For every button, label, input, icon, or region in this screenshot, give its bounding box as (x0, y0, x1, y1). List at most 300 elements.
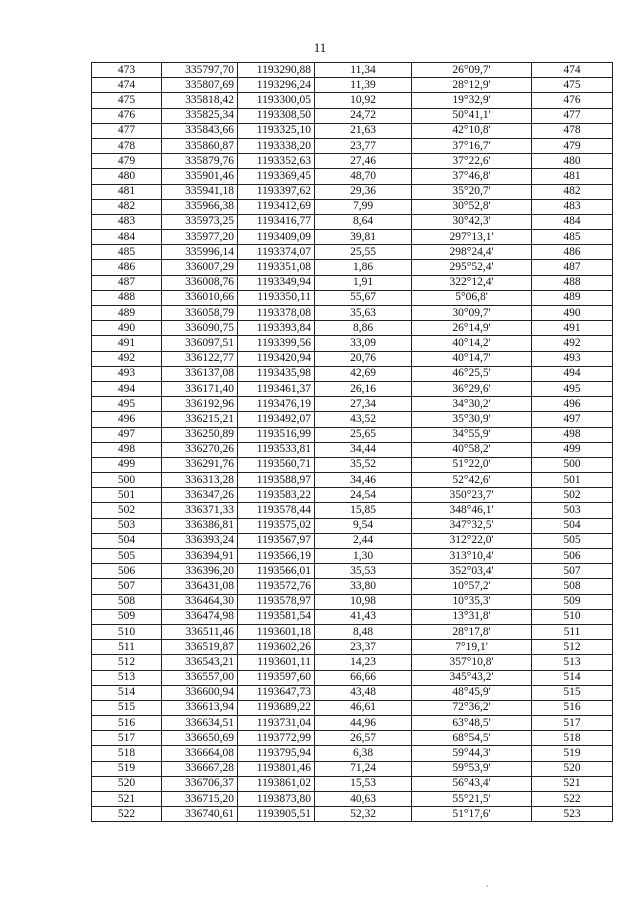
next-point-number-cell: 493 (532, 351, 613, 366)
point-number-cell: 502 (92, 503, 162, 518)
direction-angle-cell: 350°23,7' (412, 488, 532, 503)
direction-angle-cell: 51°22,0' (412, 457, 532, 472)
direction-angle-cell: 28°12,9' (412, 78, 532, 93)
point-number-cell: 508 (92, 594, 162, 609)
direction-angle-cell: 10°57,2' (412, 579, 532, 594)
point-number-cell: 495 (92, 397, 162, 412)
x-coordinate-cell: 336010,66 (162, 290, 238, 305)
next-point-number-cell: 482 (532, 184, 613, 199)
next-point-number-cell: 500 (532, 457, 613, 472)
point-number-cell: 515 (92, 700, 162, 715)
table-row (92, 685, 613, 700)
direction-angle-cell: 34°55,9' (412, 427, 532, 442)
x-coordinate-cell: 335901,46 (162, 169, 238, 184)
table-row (92, 184, 613, 199)
x-coordinate-cell: 336464,30 (162, 594, 238, 609)
table-row (92, 245, 613, 260)
next-point-number-cell: 480 (532, 154, 613, 169)
point-number-cell: 483 (92, 214, 162, 229)
direction-angle-cell: 40°58,2' (412, 442, 532, 457)
y-coordinate-cell: 1193416,77 (238, 214, 315, 229)
point-number-cell: 505 (92, 549, 162, 564)
direction-angle-cell: 348°46,1' (412, 503, 532, 518)
point-number-cell: 521 (92, 792, 162, 807)
table-row (92, 609, 613, 624)
y-coordinate-cell: 1193795,94 (238, 746, 315, 761)
x-coordinate-cell: 336543,21 (162, 655, 238, 670)
y-coordinate-cell: 1193325,10 (238, 123, 315, 138)
segment-length-cell: 66,66 (315, 670, 412, 685)
next-point-number-cell: 510 (532, 609, 613, 624)
table-row (92, 640, 613, 655)
y-coordinate-cell: 1193566,19 (238, 549, 315, 564)
point-number-cell: 489 (92, 306, 162, 321)
x-coordinate-cell: 336090,75 (162, 321, 238, 336)
segment-length-cell: 41,43 (315, 609, 412, 624)
y-coordinate-cell: 1193873,80 (238, 792, 315, 807)
y-coordinate-cell: 1193378,08 (238, 306, 315, 321)
next-point-number-cell: 486 (532, 245, 613, 260)
x-coordinate-cell: 336313,28 (162, 473, 238, 488)
y-coordinate-cell: 1193350,11 (238, 290, 315, 305)
point-number-cell: 522 (92, 807, 162, 822)
segment-length-cell: 11,34 (315, 63, 412, 78)
point-number-cell: 474 (92, 78, 162, 93)
x-coordinate-cell: 336431,08 (162, 579, 238, 594)
table-row (92, 199, 613, 214)
point-number-cell: 517 (92, 731, 162, 746)
direction-angle-cell: 28°17,8' (412, 624, 532, 639)
point-number-cell: 496 (92, 412, 162, 427)
segment-length-cell: 35,53 (315, 564, 412, 579)
y-coordinate-cell: 1193476,19 (238, 397, 315, 412)
x-coordinate-cell: 336347,26 (162, 488, 238, 503)
segment-length-cell: 7,99 (315, 199, 412, 214)
point-number-cell: 478 (92, 138, 162, 153)
table-row (92, 169, 613, 184)
y-coordinate-cell: 1193601,18 (238, 624, 315, 639)
direction-angle-cell: 30°52,8' (412, 199, 532, 214)
y-coordinate-cell: 1193575,02 (238, 518, 315, 533)
table-row (92, 731, 613, 746)
x-coordinate-cell: 336667,28 (162, 761, 238, 776)
segment-length-cell: 9,54 (315, 518, 412, 533)
y-coordinate-cell: 1193351,08 (238, 260, 315, 275)
next-point-number-cell: 517 (532, 716, 613, 731)
point-number-cell: 493 (92, 366, 162, 381)
direction-angle-cell: 30°09,7' (412, 306, 532, 321)
segment-length-cell: 48,70 (315, 169, 412, 184)
table-row (92, 442, 613, 457)
table-row (92, 306, 613, 321)
point-number-cell: 516 (92, 716, 162, 731)
point-number-cell: 520 (92, 776, 162, 791)
x-coordinate-cell: 336215,21 (162, 412, 238, 427)
next-point-number-cell: 474 (532, 63, 613, 78)
direction-angle-cell: 40°14,7' (412, 351, 532, 366)
segment-length-cell: 8,64 (315, 214, 412, 229)
segment-length-cell: 8,86 (315, 321, 412, 336)
table-row (92, 260, 613, 275)
table-row (92, 381, 613, 396)
direction-angle-cell: 298°24,4' (412, 245, 532, 260)
segment-length-cell: 33,80 (315, 579, 412, 594)
next-point-number-cell: 516 (532, 700, 613, 715)
y-coordinate-cell: 1193566,01 (238, 564, 315, 579)
x-coordinate-cell: 336613,94 (162, 700, 238, 715)
segment-length-cell: 27,34 (315, 397, 412, 412)
next-point-number-cell: 502 (532, 488, 613, 503)
table-row (92, 138, 613, 153)
x-coordinate-cell: 336511,46 (162, 624, 238, 639)
x-coordinate-cell: 336715,20 (162, 792, 238, 807)
table-row (92, 321, 613, 336)
direction-angle-cell: 72°36,2' (412, 700, 532, 715)
next-point-number-cell: 504 (532, 518, 613, 533)
next-point-number-cell: 496 (532, 397, 613, 412)
y-coordinate-cell: 1193578,44 (238, 503, 315, 518)
direction-angle-cell: 48°45,9' (412, 685, 532, 700)
y-coordinate-cell: 1193435,98 (238, 366, 315, 381)
direction-angle-cell: 347°32,5' (412, 518, 532, 533)
direction-angle-cell: 40°14,2' (412, 336, 532, 351)
segment-length-cell: 1,91 (315, 275, 412, 290)
segment-length-cell: 27,46 (315, 154, 412, 169)
next-point-number-cell: 521 (532, 776, 613, 791)
direction-angle-cell: 42°10,8' (412, 123, 532, 138)
direction-angle-cell: 322°12,4' (412, 275, 532, 290)
segment-length-cell: 10,92 (315, 93, 412, 108)
point-number-cell: 519 (92, 761, 162, 776)
y-coordinate-cell: 1193412,69 (238, 199, 315, 214)
y-coordinate-cell: 1193349,94 (238, 275, 315, 290)
segment-length-cell: 14,23 (315, 655, 412, 670)
table-row (92, 716, 613, 731)
direction-angle-cell: 297°13,1' (412, 230, 532, 245)
point-number-cell: 488 (92, 290, 162, 305)
table-row (92, 230, 613, 245)
direction-angle-cell: 55°21,5' (412, 792, 532, 807)
segment-length-cell: 35,63 (315, 306, 412, 321)
y-coordinate-cell: 1193581,54 (238, 609, 315, 624)
point-number-cell: 486 (92, 260, 162, 275)
next-point-number-cell: 514 (532, 670, 613, 685)
x-coordinate-cell: 336058,79 (162, 306, 238, 321)
direction-angle-cell: 37°16,7' (412, 138, 532, 153)
next-point-number-cell: 492 (532, 336, 613, 351)
table-row (92, 700, 613, 715)
x-coordinate-cell: 335843,66 (162, 123, 238, 138)
direction-angle-cell: 35°20,7' (412, 184, 532, 199)
x-coordinate-cell: 336600,94 (162, 685, 238, 700)
table-row (92, 366, 613, 381)
next-point-number-cell: 499 (532, 442, 613, 457)
y-coordinate-cell: 1193409,09 (238, 230, 315, 245)
point-number-cell: 500 (92, 473, 162, 488)
segment-length-cell: 55,67 (315, 290, 412, 305)
y-coordinate-cell: 1193567,97 (238, 533, 315, 548)
y-coordinate-cell: 1193601,11 (238, 655, 315, 670)
x-coordinate-cell: 335860,87 (162, 138, 238, 153)
y-coordinate-cell: 1193689,22 (238, 700, 315, 715)
point-number-cell: 506 (92, 564, 162, 579)
segment-length-cell: 33,09 (315, 336, 412, 351)
table-row (92, 579, 613, 594)
x-coordinate-cell: 336250,89 (162, 427, 238, 442)
x-coordinate-cell: 335825,34 (162, 108, 238, 123)
segment-length-cell: 40,63 (315, 792, 412, 807)
x-coordinate-cell: 336474,98 (162, 609, 238, 624)
next-point-number-cell: 515 (532, 685, 613, 700)
direction-angle-cell: 52°42,6' (412, 473, 532, 488)
direction-angle-cell: 352°03,4' (412, 564, 532, 579)
x-coordinate-cell: 336270,26 (162, 442, 238, 457)
table-row (92, 549, 613, 564)
y-coordinate-cell: 1193602,26 (238, 640, 315, 655)
direction-angle-cell: 19°32,9' (412, 93, 532, 108)
y-coordinate-cell: 1193516,99 (238, 427, 315, 442)
table-row (92, 123, 613, 138)
table-row (92, 655, 613, 670)
direction-angle-cell: 68°54,5' (412, 731, 532, 746)
point-number-cell: 482 (92, 199, 162, 214)
point-number-cell: 477 (92, 123, 162, 138)
table-row (92, 397, 613, 412)
point-number-cell: 514 (92, 685, 162, 700)
y-coordinate-cell: 1193369,45 (238, 169, 315, 184)
point-number-cell: 504 (92, 533, 162, 548)
next-point-number-cell: 503 (532, 503, 613, 518)
next-point-number-cell: 520 (532, 761, 613, 776)
direction-angle-cell: 51°17,6' (412, 807, 532, 822)
table-row (92, 275, 613, 290)
next-point-number-cell: 477 (532, 108, 613, 123)
table-row (92, 776, 613, 791)
table-row (92, 746, 613, 761)
table-row (92, 670, 613, 685)
segment-length-cell: 1,86 (315, 260, 412, 275)
next-point-number-cell: 494 (532, 366, 613, 381)
next-point-number-cell: 475 (532, 78, 613, 93)
segment-length-cell: 44,96 (315, 716, 412, 731)
next-point-number-cell: 507 (532, 564, 613, 579)
y-coordinate-cell: 1193647,73 (238, 685, 315, 700)
x-coordinate-cell: 335818,42 (162, 93, 238, 108)
x-coordinate-cell: 336393,24 (162, 533, 238, 548)
next-point-number-cell: 511 (532, 624, 613, 639)
y-coordinate-cell: 1193399,56 (238, 336, 315, 351)
y-coordinate-cell: 1193338,20 (238, 138, 315, 153)
segment-length-cell: 52,32 (315, 807, 412, 822)
segment-length-cell: 20,76 (315, 351, 412, 366)
segment-length-cell: 24,54 (315, 488, 412, 503)
direction-angle-cell: 10°35,3' (412, 594, 532, 609)
point-number-cell: 487 (92, 275, 162, 290)
point-number-cell: 479 (92, 154, 162, 169)
direction-angle-cell: 26°14,9' (412, 321, 532, 336)
direction-angle-cell: 30°42,3' (412, 214, 532, 229)
direction-angle-cell: 36°29,6' (412, 381, 532, 396)
point-number-cell: 491 (92, 336, 162, 351)
table-row (92, 351, 613, 366)
point-number-cell: 513 (92, 670, 162, 685)
segment-length-cell: 43,52 (315, 412, 412, 427)
direction-angle-cell: 37°22,6' (412, 154, 532, 169)
direction-angle-cell: 59°53,9' (412, 761, 532, 776)
point-number-cell: 485 (92, 245, 162, 260)
segment-length-cell: 23,77 (315, 138, 412, 153)
direction-angle-cell: 357°10,8' (412, 655, 532, 670)
y-coordinate-cell: 1193533,81 (238, 442, 315, 457)
x-coordinate-cell: 335879,76 (162, 154, 238, 169)
next-point-number-cell: 512 (532, 640, 613, 655)
direction-angle-cell: 56°43,4' (412, 776, 532, 791)
next-point-number-cell: 519 (532, 746, 613, 761)
segment-length-cell: 6,38 (315, 746, 412, 761)
segment-length-cell: 23,37 (315, 640, 412, 655)
next-point-number-cell: 497 (532, 412, 613, 427)
x-coordinate-cell: 335973,25 (162, 214, 238, 229)
segment-length-cell: 26,16 (315, 381, 412, 396)
table-row (92, 503, 613, 518)
y-coordinate-cell: 1193905,51 (238, 807, 315, 822)
point-number-cell: 509 (92, 609, 162, 624)
x-coordinate-cell: 335797,70 (162, 63, 238, 78)
y-coordinate-cell: 1193308,50 (238, 108, 315, 123)
next-point-number-cell: 476 (532, 93, 613, 108)
next-point-number-cell: 491 (532, 321, 613, 336)
coordinates-table-body (92, 63, 613, 822)
table-row (92, 792, 613, 807)
segment-length-cell: 21,63 (315, 123, 412, 138)
direction-angle-cell: 46°25,5' (412, 366, 532, 381)
next-point-number-cell: 509 (532, 594, 613, 609)
segment-length-cell: 39,81 (315, 230, 412, 245)
y-coordinate-cell: 1193583,22 (238, 488, 315, 503)
table-row (92, 594, 613, 609)
y-coordinate-cell: 1193597,60 (238, 670, 315, 685)
table-row (92, 63, 613, 78)
segment-length-cell: 46,61 (315, 700, 412, 715)
segment-length-cell: 42,69 (315, 366, 412, 381)
point-number-cell: 503 (92, 518, 162, 533)
x-coordinate-cell: 335996,14 (162, 245, 238, 260)
coordinates-table (91, 62, 613, 822)
point-number-cell: 475 (92, 93, 162, 108)
y-coordinate-cell: 1193420,94 (238, 351, 315, 366)
x-coordinate-cell: 335977,20 (162, 230, 238, 245)
point-number-cell: 497 (92, 427, 162, 442)
y-coordinate-cell: 1193374,07 (238, 245, 315, 260)
x-coordinate-cell: 336634,51 (162, 716, 238, 731)
y-coordinate-cell: 1193492,07 (238, 412, 315, 427)
y-coordinate-cell: 1193588,97 (238, 473, 315, 488)
x-coordinate-cell: 335807,69 (162, 78, 238, 93)
x-coordinate-cell: 336007,29 (162, 260, 238, 275)
x-coordinate-cell: 336650,69 (162, 731, 238, 746)
x-coordinate-cell: 336097,51 (162, 336, 238, 351)
x-coordinate-cell: 336394,91 (162, 549, 238, 564)
next-point-number-cell: 488 (532, 275, 613, 290)
point-number-cell: 501 (92, 488, 162, 503)
x-coordinate-cell: 335941,18 (162, 184, 238, 199)
next-point-number-cell: 489 (532, 290, 613, 305)
next-point-number-cell: 506 (532, 549, 613, 564)
point-number-cell: 481 (92, 184, 162, 199)
point-number-cell: 518 (92, 746, 162, 761)
direction-angle-cell: 13°31,8' (412, 609, 532, 624)
y-coordinate-cell: 1193731,04 (238, 716, 315, 731)
y-coordinate-cell: 1193560,71 (238, 457, 315, 472)
x-coordinate-cell: 335966,38 (162, 199, 238, 214)
x-coordinate-cell: 336396,20 (162, 564, 238, 579)
next-point-number-cell: 513 (532, 655, 613, 670)
next-point-number-cell: 487 (532, 260, 613, 275)
direction-angle-cell: 37°46,8' (412, 169, 532, 184)
segment-length-cell: 26,57 (315, 731, 412, 746)
segment-length-cell: 11,39 (315, 78, 412, 93)
x-coordinate-cell: 336291,76 (162, 457, 238, 472)
table-row (92, 290, 613, 305)
table-row (92, 488, 613, 503)
point-number-cell: 490 (92, 321, 162, 336)
next-point-number-cell: 478 (532, 123, 613, 138)
point-number-cell: 512 (92, 655, 162, 670)
table-row (92, 761, 613, 776)
direction-angle-cell: 59°44,3' (412, 746, 532, 761)
segment-length-cell: 71,24 (315, 761, 412, 776)
segment-length-cell: 1,30 (315, 549, 412, 564)
table-row (92, 154, 613, 169)
next-point-number-cell: 485 (532, 230, 613, 245)
segment-length-cell: 10,98 (315, 594, 412, 609)
y-coordinate-cell: 1193801,46 (238, 761, 315, 776)
x-coordinate-cell: 336371,33 (162, 503, 238, 518)
next-point-number-cell: 501 (532, 473, 613, 488)
y-coordinate-cell: 1193461,37 (238, 381, 315, 396)
y-coordinate-cell: 1193572,76 (238, 579, 315, 594)
point-number-cell: 480 (92, 169, 162, 184)
segment-length-cell: 34,44 (315, 442, 412, 457)
x-coordinate-cell: 336557,00 (162, 670, 238, 685)
point-number-cell: 484 (92, 230, 162, 245)
segment-length-cell: 43,48 (315, 685, 412, 700)
direction-angle-cell: 295°52,4' (412, 260, 532, 275)
segment-length-cell: 25,55 (315, 245, 412, 260)
direction-angle-cell: 5°06,8' (412, 290, 532, 305)
next-point-number-cell: 481 (532, 169, 613, 184)
segment-length-cell: 8,48 (315, 624, 412, 639)
table-row (92, 807, 613, 822)
page-number: 11 (313, 40, 327, 55)
next-point-number-cell: 522 (532, 792, 613, 807)
segment-length-cell: 35,52 (315, 457, 412, 472)
point-number-cell: 473 (92, 63, 162, 78)
point-number-cell: 476 (92, 108, 162, 123)
point-number-cell: 494 (92, 381, 162, 396)
table-row (92, 412, 613, 427)
table-row (92, 457, 613, 472)
y-coordinate-cell: 1193300,05 (238, 93, 315, 108)
segment-length-cell: 2,44 (315, 533, 412, 548)
x-coordinate-cell: 336122,77 (162, 351, 238, 366)
next-point-number-cell: 508 (532, 579, 613, 594)
point-number-cell: 498 (92, 442, 162, 457)
table-row (92, 108, 613, 123)
direction-angle-cell: 35°30,9' (412, 412, 532, 427)
next-point-number-cell: 518 (532, 731, 613, 746)
y-coordinate-cell: 1193290,88 (238, 63, 315, 78)
